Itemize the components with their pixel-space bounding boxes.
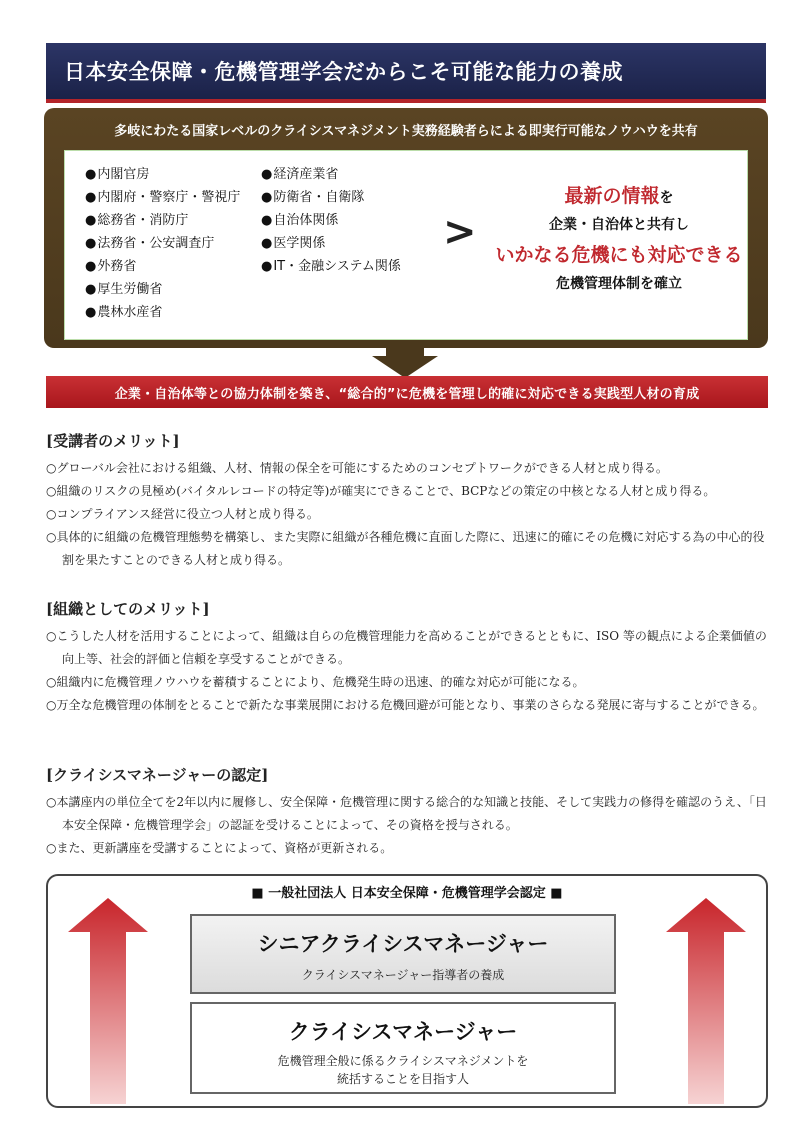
list-item: ○ 具体的に組織の危機管理態勢を構築し、また実際に組織が各種危機に直面した際に、迅速に的確にその危機に対応する為の中心的役割を果たすことのできる人材と成り得る。 — [46, 526, 772, 572]
particle-text: を — [659, 190, 674, 206]
result-line-4: 危機管理体制を確立 — [556, 276, 682, 292]
knowhow-heading: 多岐にわたる国家レベルのクライシスマネジメント実務経験者らによる即実行可能なノウハウを共有 — [114, 124, 698, 139]
result-line-2: 企業・自治体と共有し — [549, 217, 689, 233]
section-title: [クライシスマネージャーの認定] — [46, 766, 269, 784]
list-item: ● 医学関係 — [261, 232, 425, 255]
list-item: ● 法務省・公安調査庁 — [85, 232, 261, 255]
level-name: クライシスマネージャー — [288, 1020, 518, 1044]
greater-than-icon: > — [443, 209, 477, 255]
section-certification — [46, 764, 772, 860]
senior-manager-card — [190, 914, 616, 994]
page-title: 日本安全保障・危機管理学会だからこそ可能な能力の養成 — [46, 43, 766, 103]
result-block — [495, 181, 743, 293]
list-item: ○ コンプライアンス経営に役立つ人材と成り得る。 — [46, 503, 772, 526]
list-item: ● 外務省 — [85, 255, 261, 278]
list-item: ○ こうした人材を活用することによって、組織は自らの危機管理能力を高めることができるとともに、ISO 等の観点による企業価値の向上等、社会的評価と信頼を享受することができる。 — [46, 625, 772, 671]
list-item: ○ 万全な危機管理の体制をとることで新たな事業展開における危機回避が可能となり、事業のさらなる発展に寄与することができる。 — [46, 694, 772, 717]
arrow-label: 危機管理能力 — [129, 938, 147, 1040]
down-arrow-icon — [372, 344, 438, 378]
list-item: ● 内閣府・警察庁・警視庁 — [85, 186, 261, 209]
arrow-label: 社会的要請と認知 — [727, 938, 745, 1074]
knowhow-panel — [44, 108, 768, 348]
list-item: ● 内閣官房 — [85, 163, 261, 186]
list-item: ● IT・金融システム関係 — [261, 255, 425, 278]
goal-banner: 企業・自治体等との協力体制を築き、“総合的”に危機を管理し的確に対応できる実践型人材の育成 — [46, 376, 768, 408]
level-description: クライシスマネージャー指導者の養成 — [301, 968, 505, 982]
list-item: ○ グローバル会社における組織、人材、情報の保全を可能にするためのコンセプトワークができる人材と成り得る。 — [46, 457, 772, 480]
list-item: ● 防衛省・自衛隊 — [261, 186, 425, 209]
latest-info-text: 最新の情報 — [564, 185, 660, 207]
list-item: ○ また、更新講座を受講することによって、資格が更新される。 — [46, 837, 772, 860]
section-title: [受講者のメリット] — [46, 432, 180, 450]
up-arrow-icon — [68, 898, 148, 1104]
section-student-merits — [46, 430, 772, 572]
level-description — [192, 1052, 614, 1088]
crisis-manager-card — [190, 1002, 616, 1094]
list-item: ● 自治体関係 — [261, 209, 425, 232]
description-line: 危機管理全般に係るクライシスマネジメントを — [277, 1054, 529, 1068]
list-item: ○ 組織のリスクの見極め(バイタルレコードの特定等)が確実にできることで、BCPなどの策定の中核となる人材と成り得る。 — [46, 480, 772, 503]
list-item: ● 経済産業省 — [261, 163, 425, 186]
ministry-list — [85, 163, 425, 333]
list-item: ● 総務省・消防庁 — [85, 209, 261, 232]
up-arrow-icon — [666, 898, 746, 1104]
list-item: ● 厚生労働省 — [85, 278, 261, 301]
result-line-3: いかなる危機にも対応できる — [495, 244, 743, 266]
description-line: 統括することを目指す人 — [336, 1072, 469, 1086]
list-item: ○ 組織内に危機管理ノウハウを蓄積することにより、危機発生時の迅速、的確な対応が可能になる。 — [46, 671, 772, 694]
knowhow-content — [64, 150, 748, 340]
list-item: ● 農林水産省 — [85, 301, 261, 324]
section-organization-merits — [46, 598, 772, 717]
list-item: ○ 本講座内の単位全てを2年以内に履修し、安全保障・危機管理に関する総合的な知識と技能、そして実践力の修得を確認のうえ、「日本安全保障・危機管理学会」の認証を受けることによって、その資格を授与される。 — [46, 791, 772, 837]
result-line-1 — [495, 181, 743, 208]
certification-panel — [46, 874, 768, 1108]
section-title: [組織としてのメリット] — [46, 600, 210, 618]
certification-heading: ■ 一般社団法人 日本安全保障・危機管理学会認定 ■ — [251, 886, 563, 901]
level-name: シニアクライシスマネージャー — [257, 932, 549, 956]
